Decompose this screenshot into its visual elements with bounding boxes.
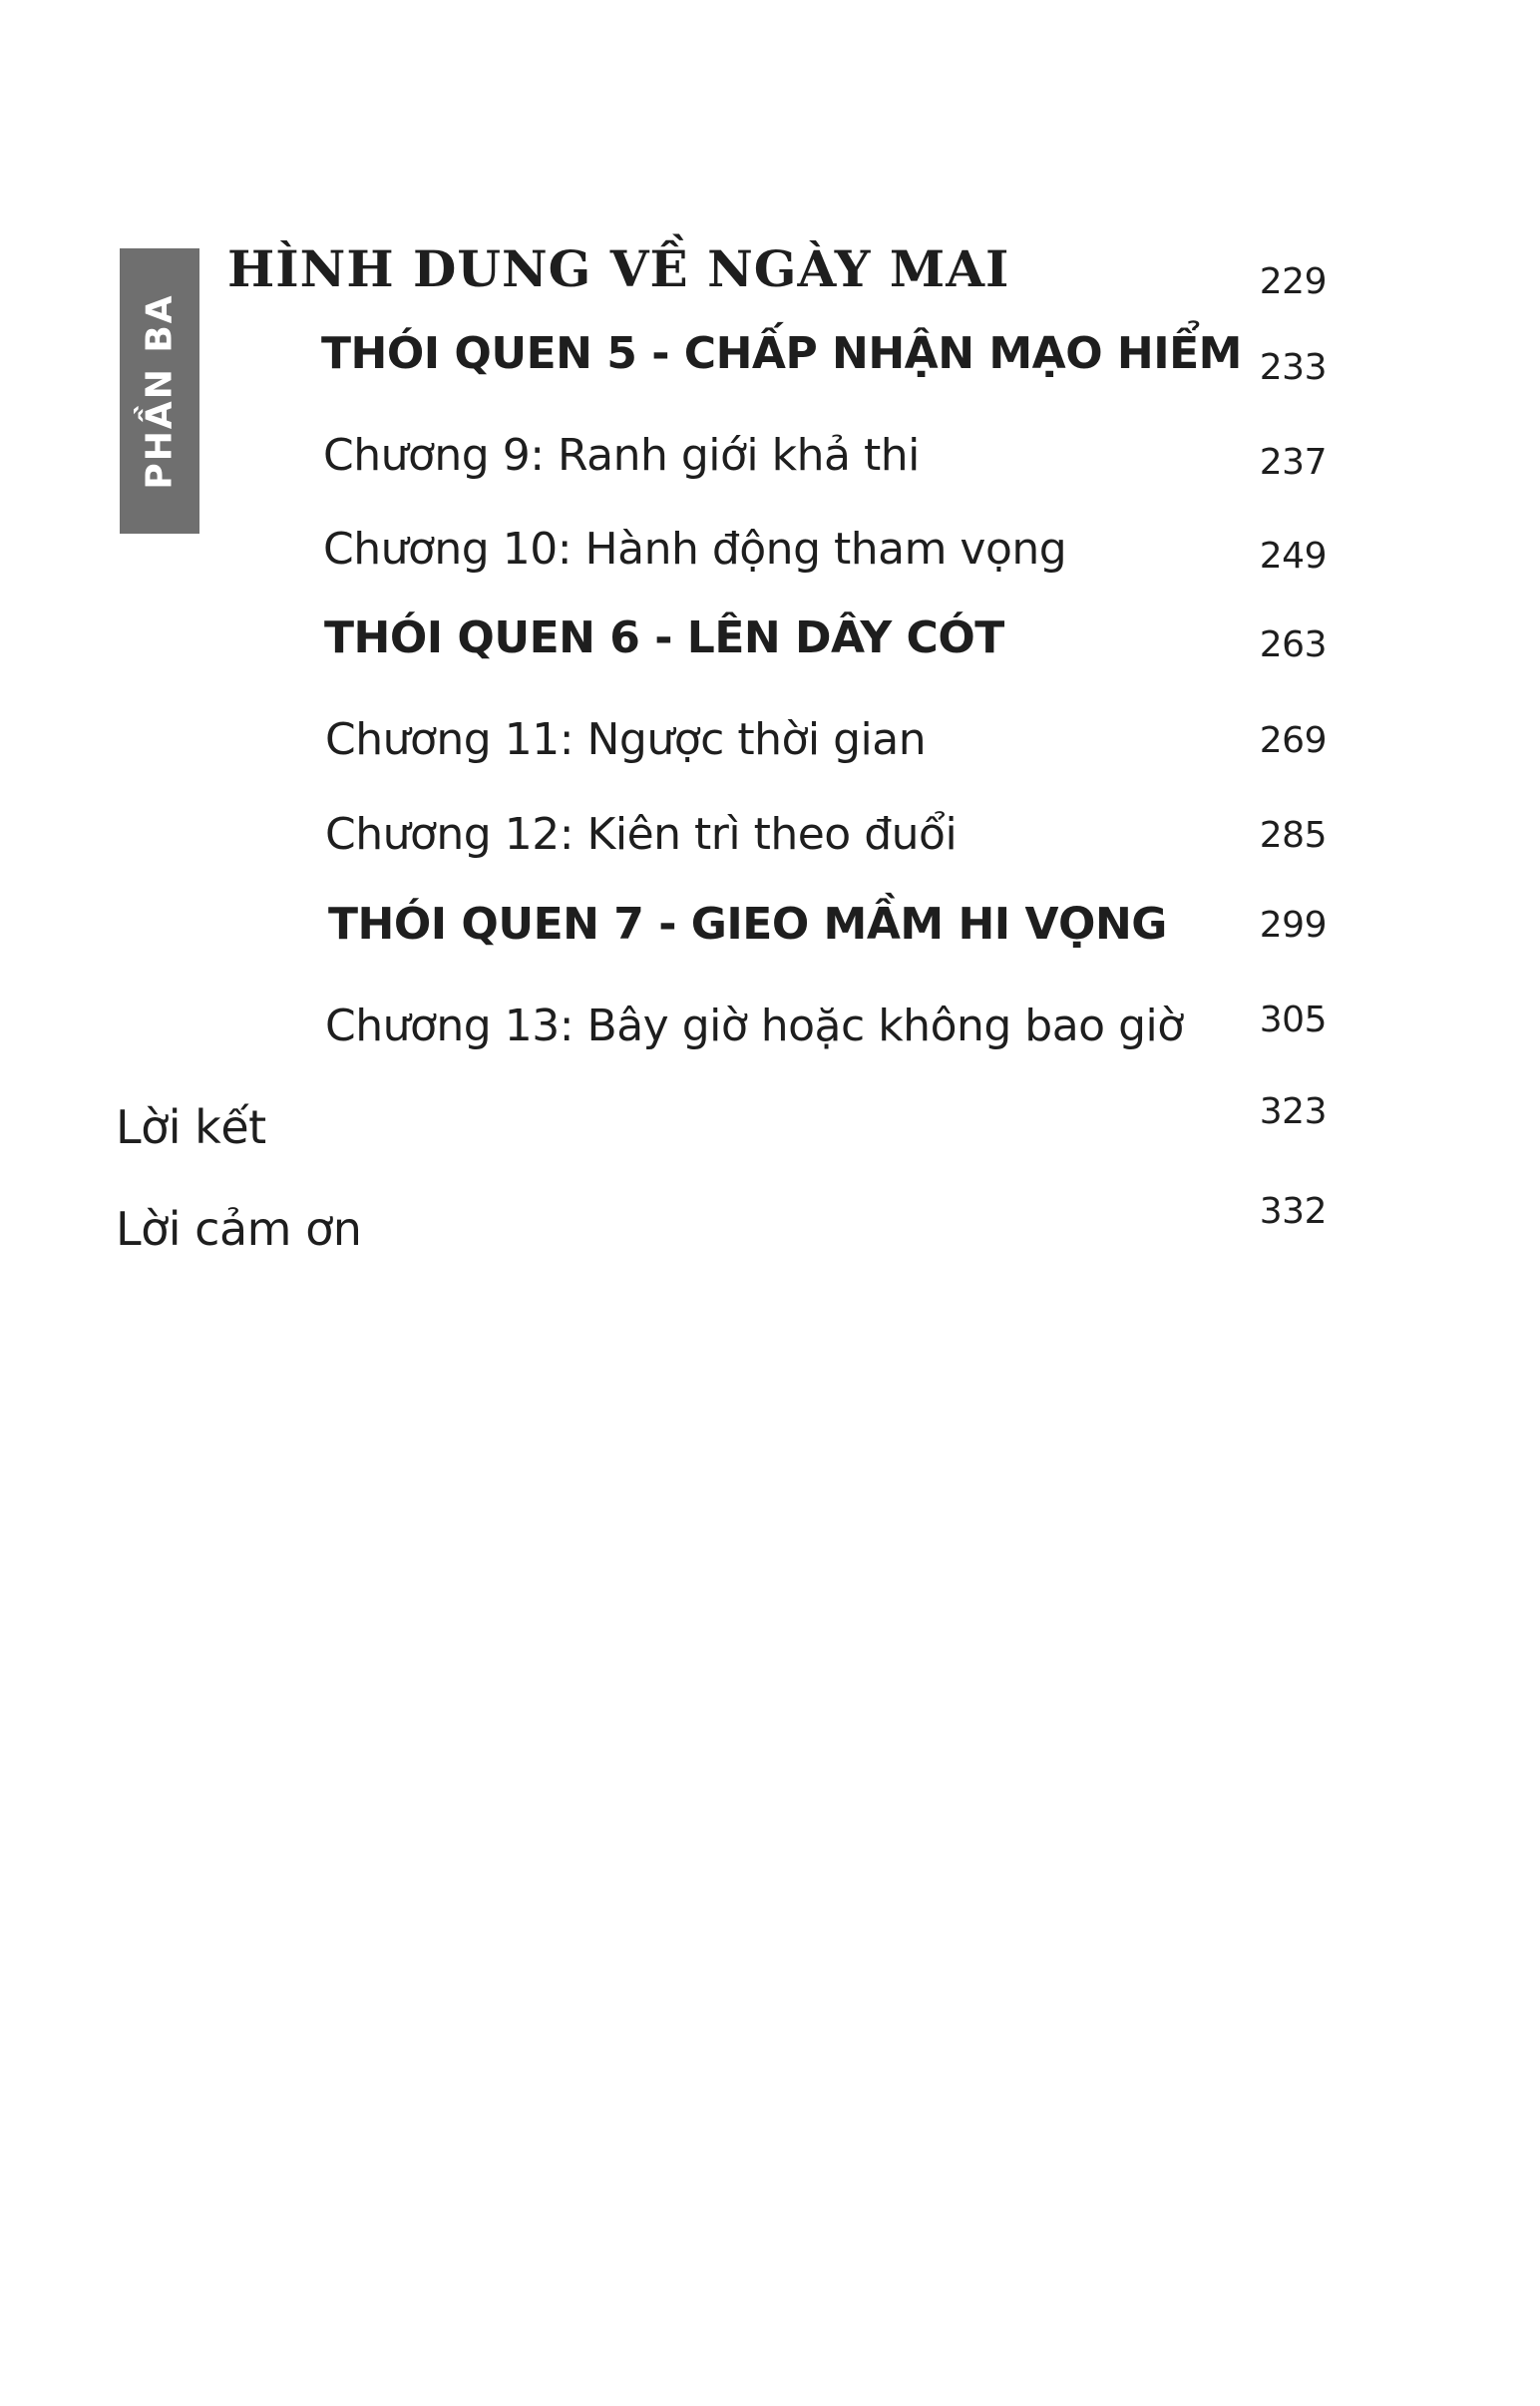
chapter-13-page-number: 305 [1259, 1000, 1327, 1040]
chapter-11-page-number: 269 [1259, 720, 1327, 761]
habit-7-title: THÓI QUEN 7 - GIEO MẦM HI VỌNG [328, 899, 1167, 950]
epilogue-page-number: 323 [1259, 1091, 1327, 1132]
habit-5-page-number: 233 [1259, 347, 1327, 388]
chapter-12-page-number: 285 [1259, 815, 1327, 856]
part-page-number: 229 [1259, 261, 1327, 302]
chapter-13-title: Chương 13: Bây giờ hoặc không bao giờ [325, 1001, 1184, 1051]
habit-5-title: THÓI QUEN 5 - CHẤP NHẬN MẠO HIỂM [321, 328, 1242, 379]
habit-6-page-number: 263 [1259, 624, 1327, 665]
acknowledgements-page-number: 332 [1259, 1191, 1327, 1232]
habit-7-page-number: 299 [1259, 905, 1327, 946]
chapter-11-title: Chương 11: Ngược thời gian [325, 714, 927, 765]
chapter-9-title: Chương 9: Ranh giới khả thi [323, 430, 920, 481]
chapter-10-title: Chương 10: Hành động tham vọng [323, 524, 1067, 575]
chapter-9-page-number: 237 [1259, 442, 1327, 483]
chapter-12-title: Chương 12: Kiên trì theo đuổi [325, 809, 958, 860]
part-tab [120, 248, 199, 534]
chapter-10-page-number: 249 [1259, 536, 1327, 577]
acknowledgements-title: Lời cảm ơn [116, 1202, 362, 1256]
habit-6-title: THÓI QUEN 6 - LÊN DÂY CÓT [324, 612, 1004, 663]
part-tab-label: PHẦN BA [139, 292, 181, 490]
epilogue-title: Lời kết [116, 1100, 266, 1154]
part-title: HÌNH DUNG VỀ NGÀY MAI [227, 239, 1010, 298]
